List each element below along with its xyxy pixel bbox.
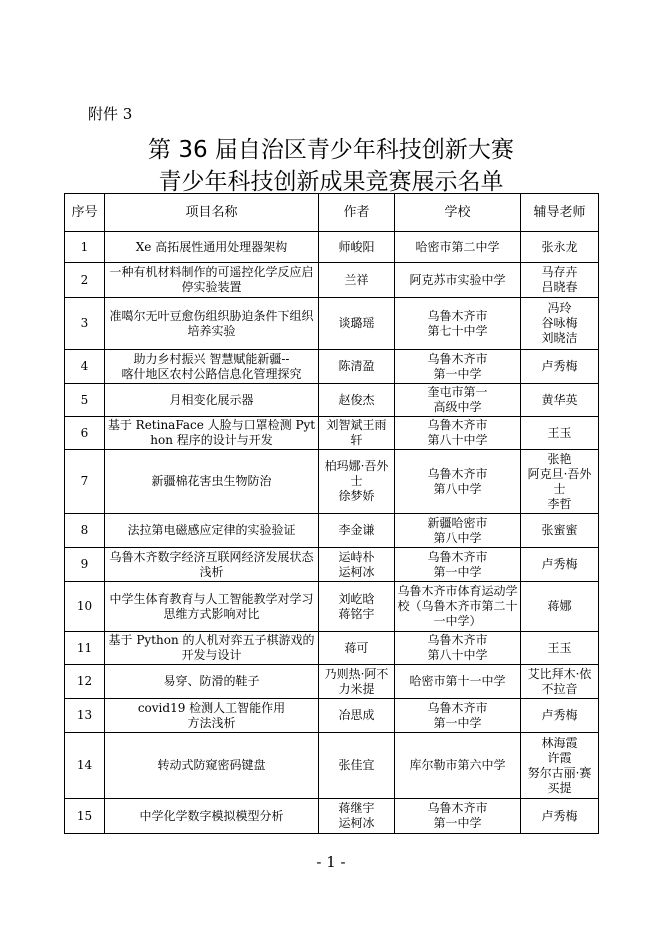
table-row <box>65 548 599 582</box>
table-row <box>65 582 599 632</box>
project-name: 转动式防窥密码键盘 <box>105 733 319 799</box>
author-name: 赵俊杰 <box>319 384 395 417</box>
table-row <box>65 232 599 263</box>
row-number: 5 <box>65 384 105 417</box>
school-name: 库尔勒市第六中学 <box>395 733 521 799</box>
table-row <box>65 417 599 450</box>
project-name: covid19 检测人工智能作用 方法浅析 <box>105 699 319 733</box>
school-name: 新疆哈密市 第八中学 <box>395 514 521 548</box>
advisor-name: 蒋娜 <box>521 582 599 632</box>
row-number: 13 <box>65 699 105 733</box>
table-row <box>65 699 599 733</box>
row-number: 15 <box>65 799 105 834</box>
project-name: 法拉第电磁感应定律的实验验证 <box>105 514 319 548</box>
author-name: 兰祥 <box>319 263 395 298</box>
project-name: 月相变化展示器 <box>105 384 319 417</box>
row-number: 10 <box>65 582 105 632</box>
header-project: 项目名称 <box>105 194 319 232</box>
table-row <box>65 263 599 298</box>
author-name: 乃则热·阿不力米提 <box>319 665 395 699</box>
school-name: 阿克苏市实验中学 <box>395 263 521 298</box>
roster-table <box>64 193 599 834</box>
advisor-name: 艾比拜木·依不拉音 <box>521 665 599 699</box>
table-row <box>65 384 599 417</box>
row-number: 8 <box>65 514 105 548</box>
author-name: 刘智斌王雨轩 <box>319 417 395 450</box>
author-name: 蒋继宇 运柯冰 <box>319 799 395 834</box>
row-number: 1 <box>65 232 105 263</box>
advisor-name: 卢秀梅 <box>521 350 599 384</box>
advisor-name: 林海霞 许霞 努尔古丽·赛买提 <box>521 733 599 799</box>
school-name: 乌鲁木齐市 第八十中学 <box>395 417 521 450</box>
author-name: 师峻阳 <box>319 232 395 263</box>
table-row <box>65 298 599 350</box>
table-row <box>65 514 599 548</box>
school-name: 乌鲁木齐市 第一中学 <box>395 699 521 733</box>
author-name: 运峙朴 运柯冰 <box>319 548 395 582</box>
row-number: 4 <box>65 350 105 384</box>
project-name: 基于 RetinaFace 人脸与口罩检测 Python 程序的设计与开发 <box>105 417 319 450</box>
advisor-name: 冯玲 谷咏梅 刘晓洁 <box>521 298 599 350</box>
advisor-name: 黄华英 <box>521 384 599 417</box>
header-no: 序号 <box>65 194 105 232</box>
page-number: - 1 - <box>316 853 346 871</box>
table-row <box>65 665 599 699</box>
row-number: 7 <box>65 450 105 514</box>
project-name: 基于 Python 的人机对弈五子棋游戏的开发与设计 <box>105 632 319 665</box>
table-row <box>65 632 599 665</box>
advisor-name: 王玉 <box>521 417 599 450</box>
author-name: 冶思成 <box>319 699 395 733</box>
table-row <box>65 350 599 384</box>
school-name: 奎屯市第一 高级中学 <box>395 384 521 417</box>
row-number: 9 <box>65 548 105 582</box>
advisor-name: 卢秀梅 <box>521 799 599 834</box>
table-row <box>65 733 599 799</box>
row-number: 11 <box>65 632 105 665</box>
table-row <box>65 799 599 834</box>
table-row <box>65 450 599 514</box>
project-name: 乌鲁木齐数字经济互联网经济发展状态浅析 <box>105 548 319 582</box>
advisor-name: 张艳 阿克旦·吾外士 李哲 <box>521 450 599 514</box>
author-name: 柏玛娜·吾外士 徐梦娇 <box>319 450 395 514</box>
school-name: 乌鲁木齐市 第八十中学 <box>395 632 521 665</box>
table-header-row <box>65 194 599 232</box>
school-name: 哈密市第十一中学 <box>395 665 521 699</box>
school-name: 乌鲁木齐市 第八中学 <box>395 450 521 514</box>
author-name: 陈清盈 <box>319 350 395 384</box>
author-name: 蒋可 <box>319 632 395 665</box>
row-number: 3 <box>65 298 105 350</box>
advisor-name: 王玉 <box>521 632 599 665</box>
table-body <box>65 232 599 834</box>
project-name: Xe 高拓展性通用处理器架构 <box>105 232 319 263</box>
advisor-name: 卢秀梅 <box>521 699 599 733</box>
advisor-name: 卢秀梅 <box>521 548 599 582</box>
school-name: 乌鲁木齐市 第一中学 <box>395 799 521 834</box>
author-name: 张佳宜 <box>319 733 395 799</box>
school-name: 乌鲁木齐市体育运动学校（乌鲁木齐市第二十一中学） <box>395 582 521 632</box>
row-number: 6 <box>65 417 105 450</box>
header-author: 作者 <box>319 194 395 232</box>
school-name: 乌鲁木齐市 第一中学 <box>395 548 521 582</box>
school-name: 乌鲁木齐市 第七十中学 <box>395 298 521 350</box>
project-name: 易穿、防滑的鞋子 <box>105 665 319 699</box>
project-name: 新疆棉花害虫生物防治 <box>105 450 319 514</box>
author-name: 李金谦 <box>319 514 395 548</box>
document-title: 第 36 届自治区青少年科技创新大赛 <box>148 137 514 163</box>
advisor-name: 张永龙 <box>521 232 599 263</box>
school-name: 哈密市第二中学 <box>395 232 521 263</box>
author-name: 谈璐瑶 <box>319 298 395 350</box>
document-subtitle: 青少年科技创新成果竞赛展示名单 <box>158 169 504 195</box>
author-name: 刘屹晗 蒋铭宇 <box>319 582 395 632</box>
project-name: 准噶尔无叶豆愈伤组织胁迫条件下组织培养实验 <box>105 298 319 350</box>
row-number: 12 <box>65 665 105 699</box>
row-number: 2 <box>65 263 105 298</box>
advisor-name: 马存卉 吕晓春 <box>521 263 599 298</box>
attachment-label: 附件 3 <box>88 105 133 123</box>
project-name: 中学生体育教育与人工智能教学对学习思维方式影响对比 <box>105 582 319 632</box>
school-name: 乌鲁木齐市 第一中学 <box>395 350 521 384</box>
row-number: 14 <box>65 733 105 799</box>
project-name: 中学化学数字模拟模型分析 <box>105 799 319 834</box>
header-advisor: 辅导老师 <box>521 194 599 232</box>
project-name: 助力乡村振兴 智慧赋能新疆-- 喀什地区农村公路信息化管理探究 <box>105 350 319 384</box>
header-school: 学校 <box>395 194 521 232</box>
project-name: 一种有机材料制作的可遥控化学反应启停实验装置 <box>105 263 319 298</box>
advisor-name: 张蜜蜜 <box>521 514 599 548</box>
